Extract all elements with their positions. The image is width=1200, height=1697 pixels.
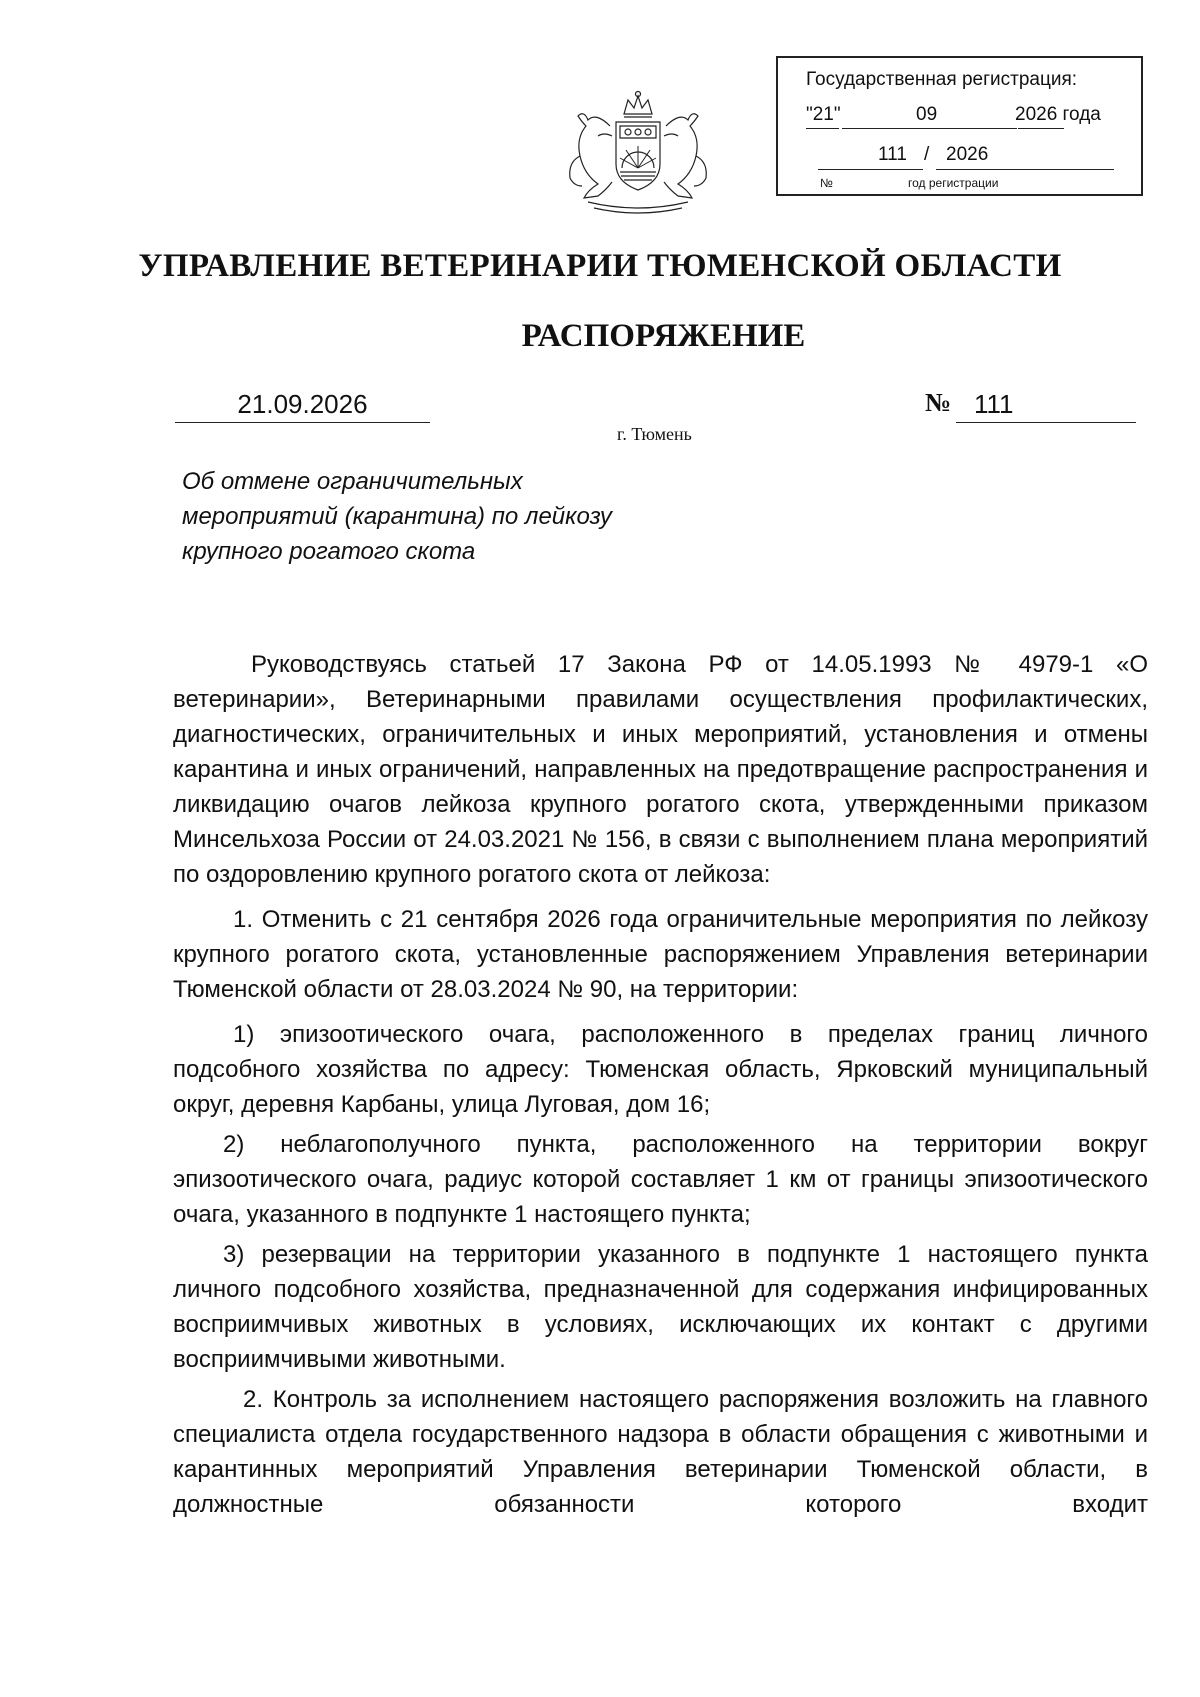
underline — [806, 128, 839, 129]
registration-month: 09 — [916, 104, 938, 125]
document-date: 21.09.2026 — [175, 389, 430, 423]
organization-title: УПРАВЛЕНИЕ ВЕТЕРИНАРИИ ТЮМЕНСКОЙ ОБЛАСТИ — [138, 248, 1062, 284]
registration-reg-year: 2026 — [946, 144, 989, 165]
paragraph-subitem-3: 3) резервации на территории указанного в подпункте 1 настоящего пункта личного подсобного хозяйства, предназначенной для содержания инфицированных восприимчивых животных в условиях, исключающих их контакт с другими восприимчивыми животными. — [173, 1241, 1148, 1373]
registration-number: 111 — [878, 144, 907, 165]
document-number: 111 — [974, 389, 1014, 419]
paragraph-subitem-2: 2) неблагополучного пункта, расположенного на территории вокруг эпизоотического очага, радиус которой составляет 1 км от границы эпизоотического очага, указанного в подпункте 1 настоящего пункта; — [173, 1131, 1148, 1228]
document-type: РАСПОРЯЖЕНИЕ — [521, 318, 806, 354]
paragraph-intro: Руководствуясь статьей 17 Закона РФ от 14.05.1993 № 4979-1 «О ветеринарии», Ветеринарными правилами осуществления профилактических, диагностических, ограничительных и иных мероприятий, установления и отмены карантина и иных ограничений, направленных на предотвращение распространения и ликвидацию очагов лейкоза крупного рогатого скота, утвержденными приказом Минсельхоза России от 24.03.2021 № 156, в связи с выполнением плана мероприятий по оздоровлению крупного рогатого скота от лейкоза: — [173, 651, 1148, 888]
registration-year-label: год регистрации — [908, 176, 999, 190]
document-number-field — [956, 389, 1136, 423]
registration-slash: / — [924, 144, 930, 165]
registration-year: 2026 года — [1015, 104, 1101, 125]
coat-of-arms-icon — [558, 86, 718, 216]
number-label: № — [925, 388, 952, 417]
registration-day: "21" — [806, 104, 841, 125]
document-subject: Об отмене ограничительных мероприятий (карантина) по лейкозу крупного рогатого скота — [182, 468, 612, 565]
paragraph-subitem-1: 1) эпизоотического очага, расположенного в пределах границ личного подсобного хозяйства по адресу: Тюменская область, Ярковский муниципальный округ, деревня Карбаны, улица Луговая, дом 16; — [173, 1021, 1148, 1118]
registration-box — [776, 56, 1143, 196]
paragraph-item-2: 2. Контроль за исполнением настоящего распоряжения возложить на главного специалиста отдела государственного надзора в области обращения с животными и карантинных мероприятий Управления ветеринарии Тюменской области, в должностные обязанности которого входит — [173, 1386, 1148, 1518]
underline — [842, 128, 1017, 129]
underline — [936, 169, 1114, 170]
city: г. Тюмень — [617, 424, 692, 444]
registration-title: Государственная регистрация: — [806, 69, 1078, 90]
underline — [1018, 128, 1064, 129]
registration-number-label: № — [820, 176, 833, 190]
underline — [818, 169, 923, 170]
document-body — [173, 647, 1148, 1522]
paragraph-item-1: 1. Отменить с 21 сентября 2026 года ограничительные мероприятия по лейкозу крупного рогатого скота, установленные распоряжением Управления ветеринарии Тюменской области от 28.03.2024 № 90, на территории: — [173, 906, 1148, 1003]
